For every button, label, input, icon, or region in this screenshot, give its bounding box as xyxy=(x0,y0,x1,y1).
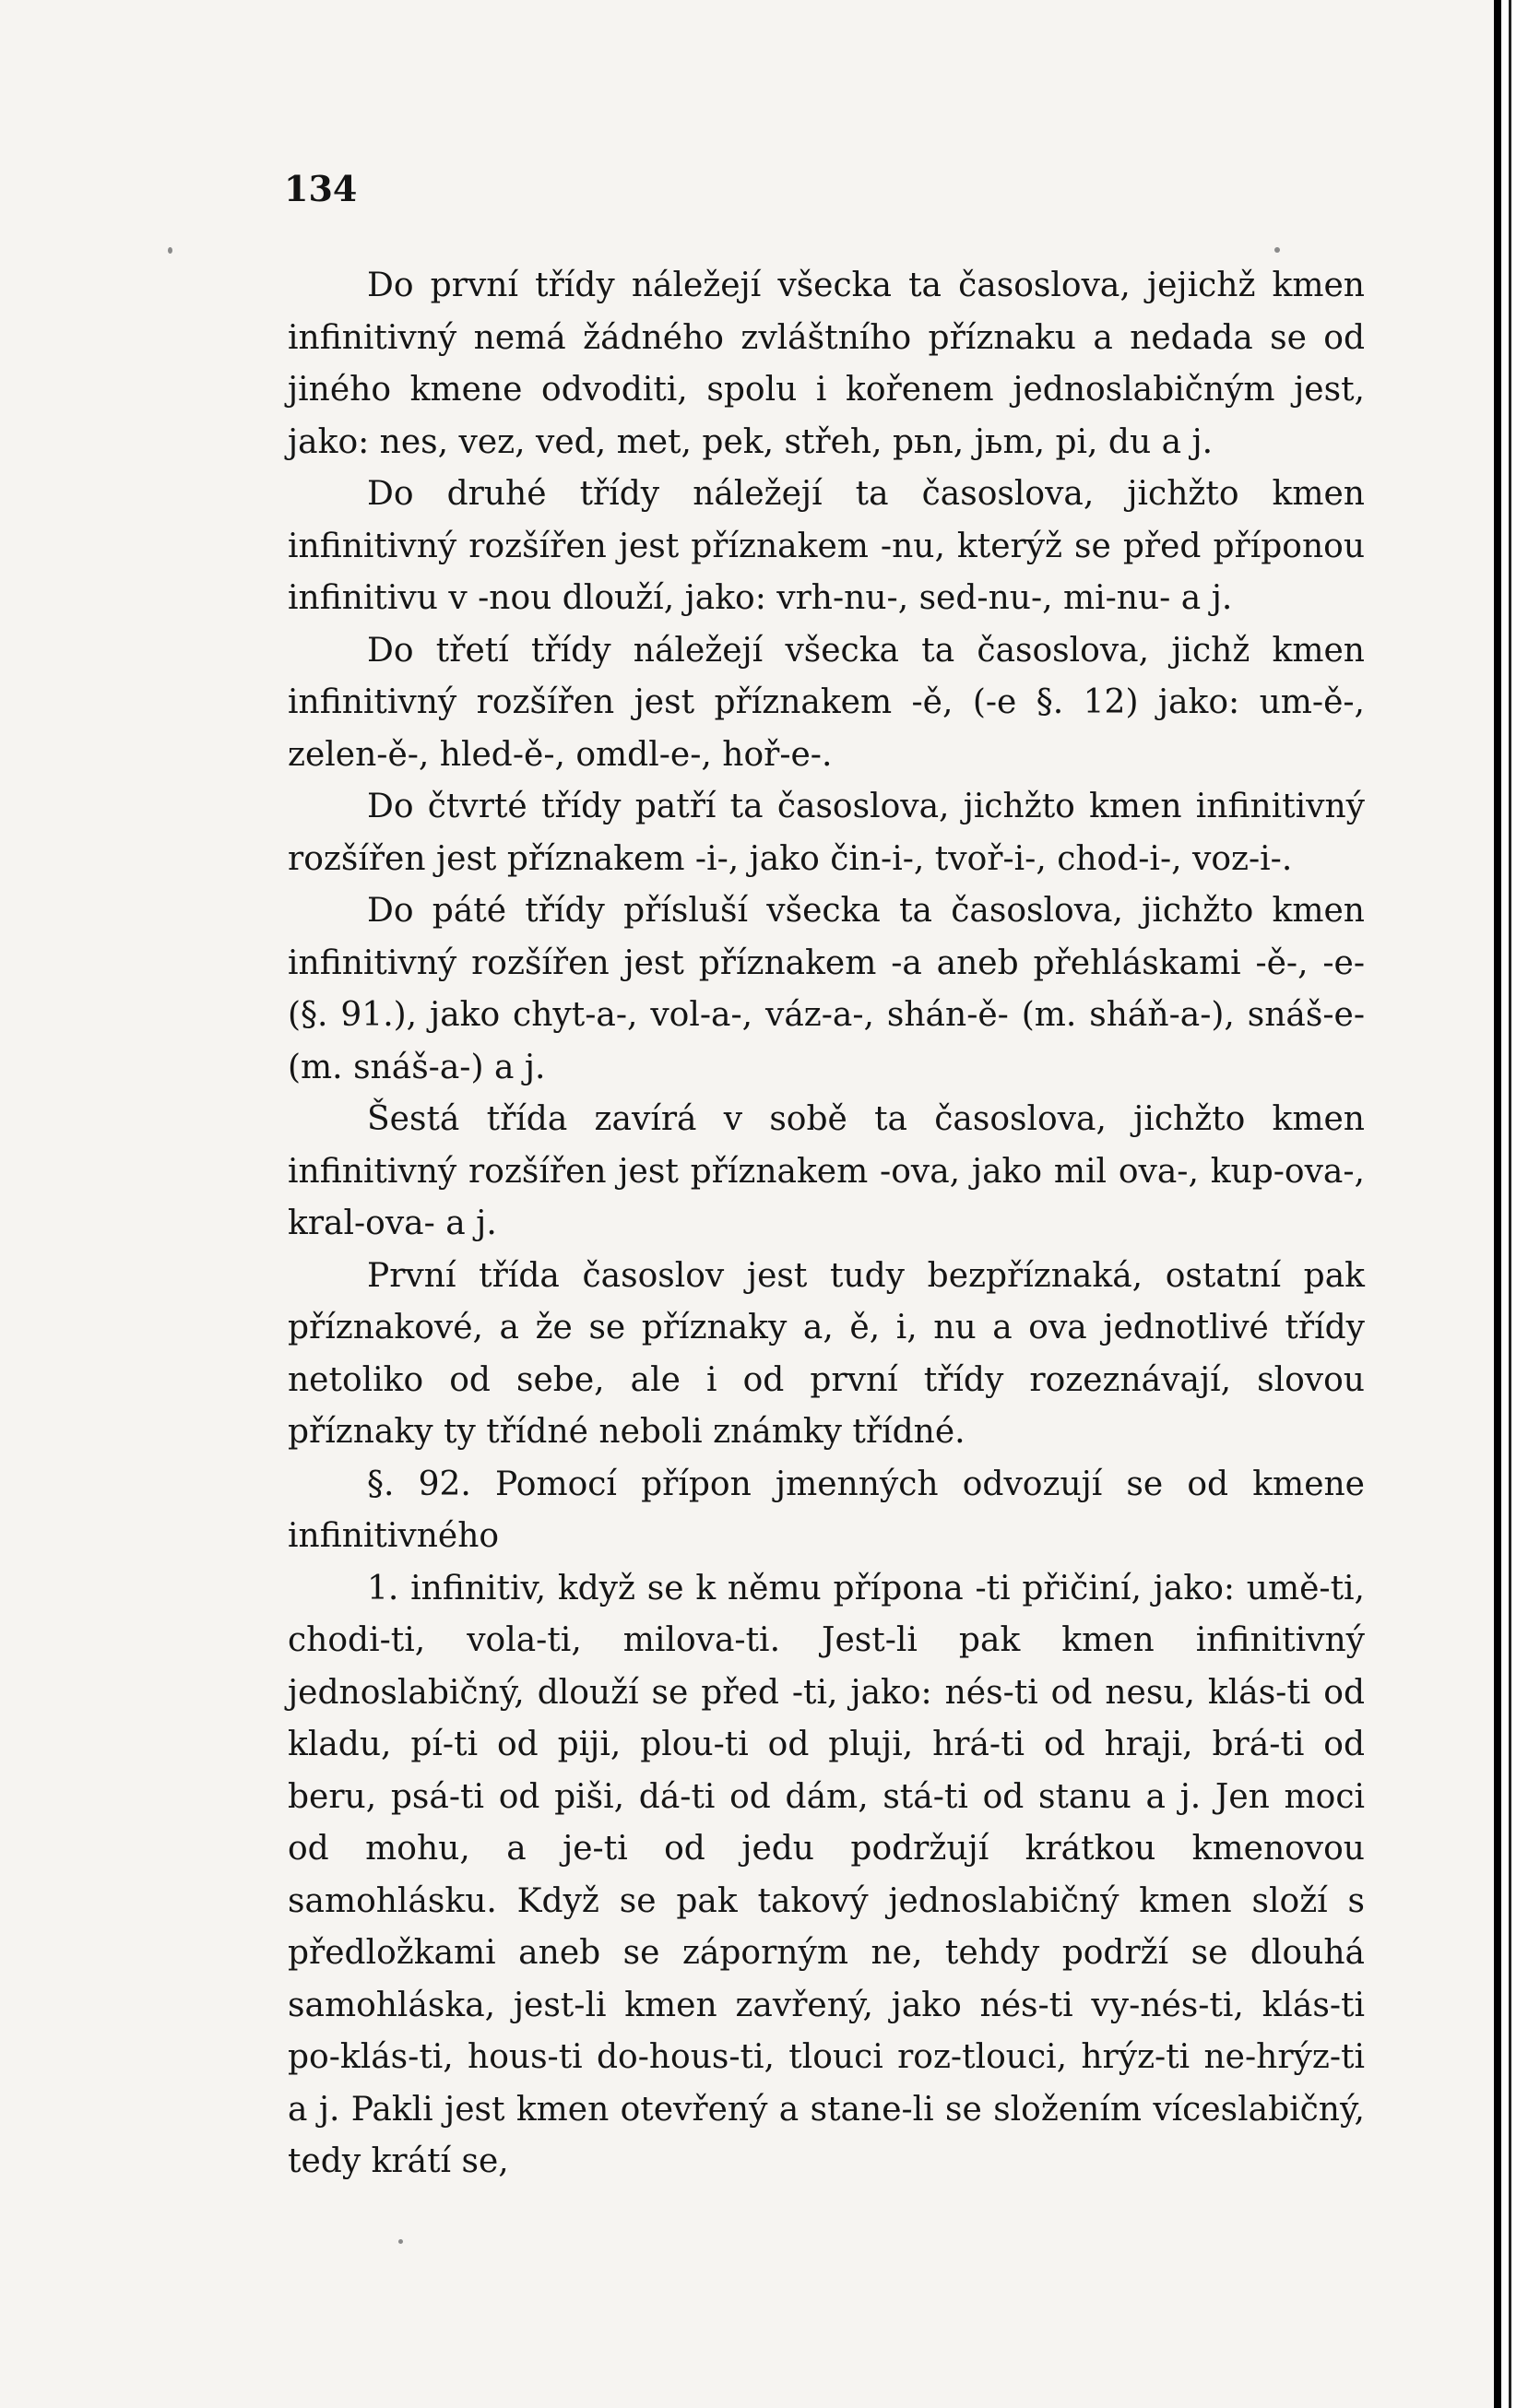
page-number: 134 xyxy=(284,168,358,209)
paragraph-summary: První třída časoslov jest tudy bezpříznaká, ostatní pak příznakové, a že se příznaky a, ě, i, nu a ova jednotlivé třídy netoliko od sebe, ale i od první třídy rozeznávají, slovou příznaky ty třídné neboli známky třídné. xyxy=(288,1256,1365,1451)
paragraph-section-92: §. 92. Pomocí přípon jmenných odvozují se od kmene infinitivného xyxy=(288,1465,1365,1555)
paragraph-class-5: Do páté třídy přísluší všecka ta časoslova, jichžto kmen infinitivný rozšířen jest příznakem -a aneb přehláskami -ě-, -e- (§. 91.), jako chyt-a-, vol-a-, váz-a-, shán-ě- (m. sháň-a-), snáš-e- (m. snáš-a-) a j. xyxy=(288,892,1365,1086)
paragraph-class-6: Šestá třída zavírá v sobě ta časoslova, jichžto kmen infinitivný rozšířen jest příznakem -ova, jako mil ova-, kup-ova-, kral-ova- a j. xyxy=(288,1100,1365,1242)
page-edge-shadow xyxy=(1494,0,1501,2408)
paragraph-class-2: Do druhé třídy náležejí ta časoslova, jichžto kmen infinitivný rozšířen jest příznakem -nu, kterýž se před příponou infinitivu v -nou dlouží, jako: vrh-nu-, sed-nu-, mi-nu- a j. xyxy=(288,475,1365,617)
paper-speck xyxy=(398,2239,403,2244)
paragraph-class-3: Do třetí třídy náležejí všecka ta časoslova, jichž kmen infinitivný rozšířen jest příznakem -ě, (-e §. 12) jako: um-ě-, zelen-ě-, hled-ě-, omdl-e-, hoř-e-. xyxy=(288,631,1365,774)
paragraph-class-1: Do první třídy náležejí všecka ta časoslova, jejichž kmen infinitivný nemá žádného zvláštního příznaku a nedada se od jiného kmene odvoditi, spolu i kořenem jednoslabičným jest, jako: nes, vez, ved, met, pek, střeh, pьn, jьm, pi, du a j. xyxy=(288,267,1365,461)
page-edge-line xyxy=(1509,0,1511,2408)
paragraph-infinitive: 1. infinitiv, když se k němu přípona -ti přičiní, jako: umě-ti, chodi-ti, vola-ti, milova-ti. Jest-li pak kmen infinitivný jednoslabičný, dlouží se před -ti, jako: nés-ti od nesu, klás-ti od kladu, pí-ti od piji, plou-ti od pluji, hrá-ti od hraji, brá-ti od beru, psá-ti od piši, dá-ti od dám, stá-ti od stanu a j. Jen moci od mohu, a je-ti od jedu podržují krátkou kmenovou samohlásku. Když se pak takový jednoslabičný kmen složí s předložkami aneb se záporným ne, tehdy podrží se dlouhá samohláska, jest-li kmen zavřený, jako nés-ti vy-nés-ti, klás-ti po-klás-ti, hous-ti do-hous-ti, tlouci roz-tlouci, hrýz-ti ne-hrýz-ti a j. Pakli jest kmen otevřený a stane-li se složením víceslabičný, tedy krátí se, xyxy=(288,1569,1365,2180)
page-text xyxy=(288,260,1365,2189)
paper-speck xyxy=(168,247,172,254)
paper-speck xyxy=(1274,247,1280,253)
paragraph-class-4: Do čtvrté třídy patří ta časoslova, jichžto kmen infinitivný rozšířen jest příznakem -i-, jako čin-i-, tvoř-i-, chod-i-, voz-i-. xyxy=(288,788,1365,878)
